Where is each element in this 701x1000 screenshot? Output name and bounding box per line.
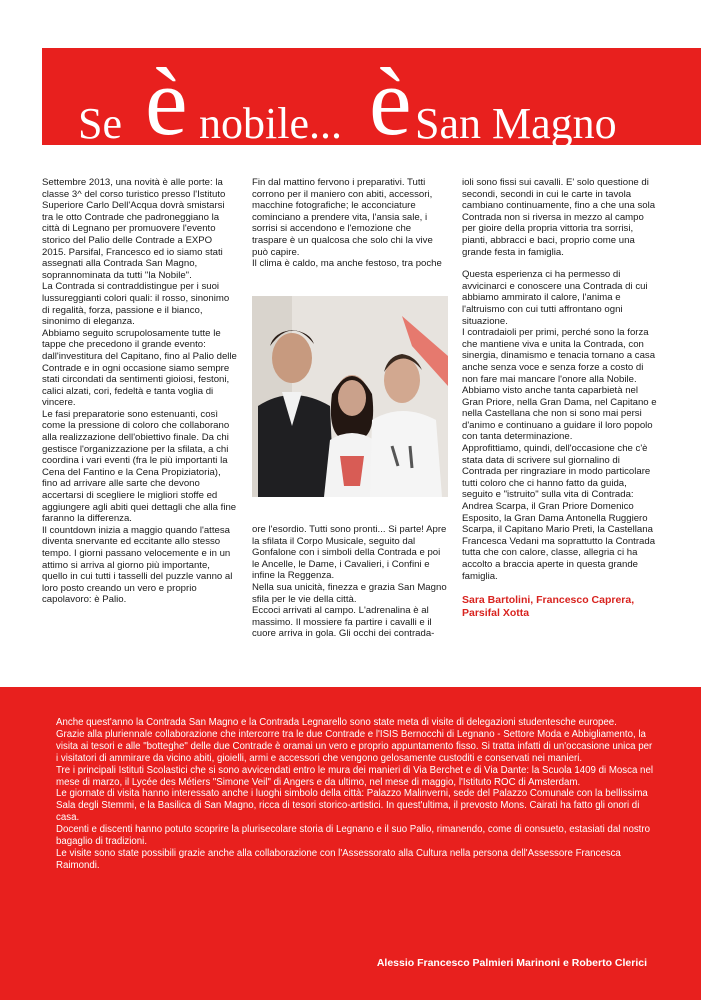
article-signature: Sara Bartolini, Francesco Caprera, Parsifal Xotta: [462, 594, 635, 620]
article-column-2-bottom: [252, 524, 448, 640]
article-paragraph: ioli sono fissi sui cavalli. E' solo questione di secondi, secondi in cui le carte in tavola cambiano continuamente, fino a che una sola Contrada non si riversa in mezzo al campo per gioire della propria vittoria tra sorrisi, pianti, abbracci e baci, proprio come una grande festa in famiglia.: [462, 177, 656, 258]
article-paragraph: I contradaioli per primi, perché sono la forza che mantiene viva e unita la Contrada, con sinergia, dinamismo e tenacia tornano a casa anche senza voce e senza forze a costo di non fare mai mancare l'onore alla Nobile. Abbiamo visto anche tanta caparbietà nel Gran Priore, nella Gran Dama, nel Capitano e nella Castellana che non si sono mai persi d'animo e continuano a guidare il loro popolo con tanta determinazione.: [462, 327, 657, 443]
article-paragraph: Nella sua unicità, finezza e grazia San Magno sfila per le vie della città.: [252, 581, 447, 605]
bottom-signature: Alessio Francesco Palmieri Marinoni e Roberto Clerici: [376, 957, 647, 969]
article-paragraph: Questa esperienza ci ha permesso di avvicinarci e conoscere una Contrada di cui abbiamo ammirato il calore, l'anima e l'altruismo con cui tutti affrontano ogni situazione.: [462, 269, 648, 327]
article-paragraph: Il countdown inizia a maggio quando l'attesa diventa snervante ed eccitante allo stesso tempo. I giorni passano velocemente e in un attimo si arriva al giorno più importante, quello in cui tutti i tasselli del puzzle vanno al loro posto creando un vero e proprio capolavoro: è Palio.: [42, 524, 233, 606]
bottom-paragraph: Grazie alla pluriennale collaborazione che intercorre tra le due Contrade e l'ISIS Bernocchi di Legnano - Settore Moda e Abbigliamento, la visita ai tesori e alle "botteghe" delle due Contrade è oramai un vero e proprio appuntamento fisso. Si tratta infatti di un'occasione unica per i visitatori di ammirare da vicino abiti, gioielli, armi e accessori che vengono gelosamente custoditi e conservati nei manieri.: [56, 728, 653, 764]
bottom-paragraph: Le visite sono state possibili grazie anche alla collaborazione con l'Assessorato alla Cultura nella persona dell'Assessore Francesca Raimondi.: [56, 847, 621, 871]
group-photo-illustration: [252, 296, 448, 497]
bottom-paragraph: Tre i principali Istituti Scolastici che si sono avvicendati entro le mura dei manieri di Via Berchet e di Via Dante: la Scuola 1409 di Mosca nel mese di marzo, il Lycée des Métiers "Simone Veil" di Angers e da ultimo, nel mese di maggio, l'Istituto ROC di Amsterdam.: [56, 764, 653, 788]
title-word-e2: è: [369, 48, 412, 155]
article-paragraph: Abbiamo seguito scrupolosamente tutte le tappe che precedono il grande evento: dall'investitura del Capitano, fino al Palio delle Contrade e in ogni occasione siamo sempre stati circondati da sentimenti gioiosi, festoni, calici alzati, cori, fedeltà e tanta voglia di vincere.: [42, 327, 237, 409]
article-paragraph: La Contrada si contraddistingue per i suoi lussureggianti colori quali: il rosso, sinonimo di regalità, forza, passione e il bianco, sinonimo di eleganza.: [42, 281, 230, 328]
bottom-paragraph: Docenti e discenti hanno potuto scoprire la plurisecolare storia di Legnano e il suo Palio, rimanendo, come di consueto, estasiati dal nostro bagaglio di tradizioni.: [56, 824, 650, 848]
title-word-e1: è: [145, 48, 188, 155]
bottom-paragraph: Anche quest'anno la Contrada San Magno e la Contrada Legnarello sono state meta di visite di delegazioni studentesche europee.: [56, 717, 617, 728]
group-photo: [252, 296, 448, 497]
bottom-section: [0, 687, 701, 1000]
title-word-se: Se: [78, 99, 122, 148]
article-column-3: [462, 177, 660, 620]
bottom-paragraph: Le giornate di visita hanno interessato anche i luoghi simbolo della città: Palazzo Malinverni, sede del Palazzo Comunale con la bellissima Sala degli Stemmi, e la Basilica di San Magno, ricca di tesori storico-artistici. In quest'ultima, il prevosto Mons. Cairati ha fatto gli onori di casa.: [56, 788, 648, 824]
page-title: [42, 48, 701, 155]
article-paragraph: Approfittiamo, quindi, dell'occasione che c'è stata data di scrivere sul giornalino di Contrada per ringraziare in modo particolare tutti coloro che ci hanno fatto da guida, seguito e "istruito" sulla vita di Contrada: Andrea Scarpa, il Gran Priore Domenico Esposito, la Gran Dama Antonella Ruggiero Scarpa, il Capitano Mario Preti, la Castellana Francesca Vedani ma soprattutto la Contrada tutta che con calore, classe, allegria ci ha accolto a braccia aperte in questa grande famiglia.: [462, 443, 656, 582]
article-column-2-top: [252, 177, 448, 270]
article-paragraph: Fin dal mattino fervono i preparativi. Tutti corrono per il maniero con abiti, accessori, macchine fotografiche; le acconciature cominciano a prendere vita, l'ansia sale, i sorrisi si accendono e l'emozione che traspare è un qualcosa che solo chi la vive può capire.: [252, 177, 433, 258]
bottom-text: [56, 717, 656, 872]
title-word-nobile: nobile...: [199, 99, 342, 148]
article-paragraph: Eccoci arrivati al campo. L'adrenalina è al massimo. Il mossiere fa partire i cavalli e il cuore arriva in gola. Gli occhi dei contrada-: [252, 605, 435, 640]
title-word-san-magno: San Magno: [415, 99, 617, 148]
article-paragraph: Settembre 2013, una novità è alle porte: la classe 3^ del corso turistico presso l'Istituto Superiore Carlo Dell'Acqua dovrà smistarsi tra le otto Contrade che padroneggiano la città di Legnano per promuovere l'evento storico del Palio delle Contrade a EXPO 2015. Parsifal, Francesco ed io siamo stati assegnati alla Contrada San Magno, soprannominata da tutti "la Nobile".: [42, 177, 226, 281]
article-paragraph: ore l'esordio. Tutti sono pronti... Si parte! Apre la sfilata il Corpo Musicale, seguito dal Gonfalone con i simboli della Contrada e poi le Ancelle, le Dame, i Cavalieri, i Confini e infine la Reggenza.: [252, 524, 447, 582]
article-column-1: [42, 177, 238, 606]
article-paragraph: Le fasi preparatorie sono estenuanti, così come la pressione di coloro che collaborano alla realizzazione dell'obiettivo finale. Da chi gestisce l'organizzazione per la sfilata, a chi coordina i vari eventi (fra le più importanti la Cena del Fantino e la Cena Propiziatoria), fino ad arrivare alle sarte che devono accertarsi di scegliere le migliori stoffe ed aggiungere agli abiti quei dettagli che alla fine faranno la differenza.: [42, 408, 237, 525]
article-paragraph: Il clima è caldo, ma anche festoso, tra poche: [252, 258, 442, 270]
